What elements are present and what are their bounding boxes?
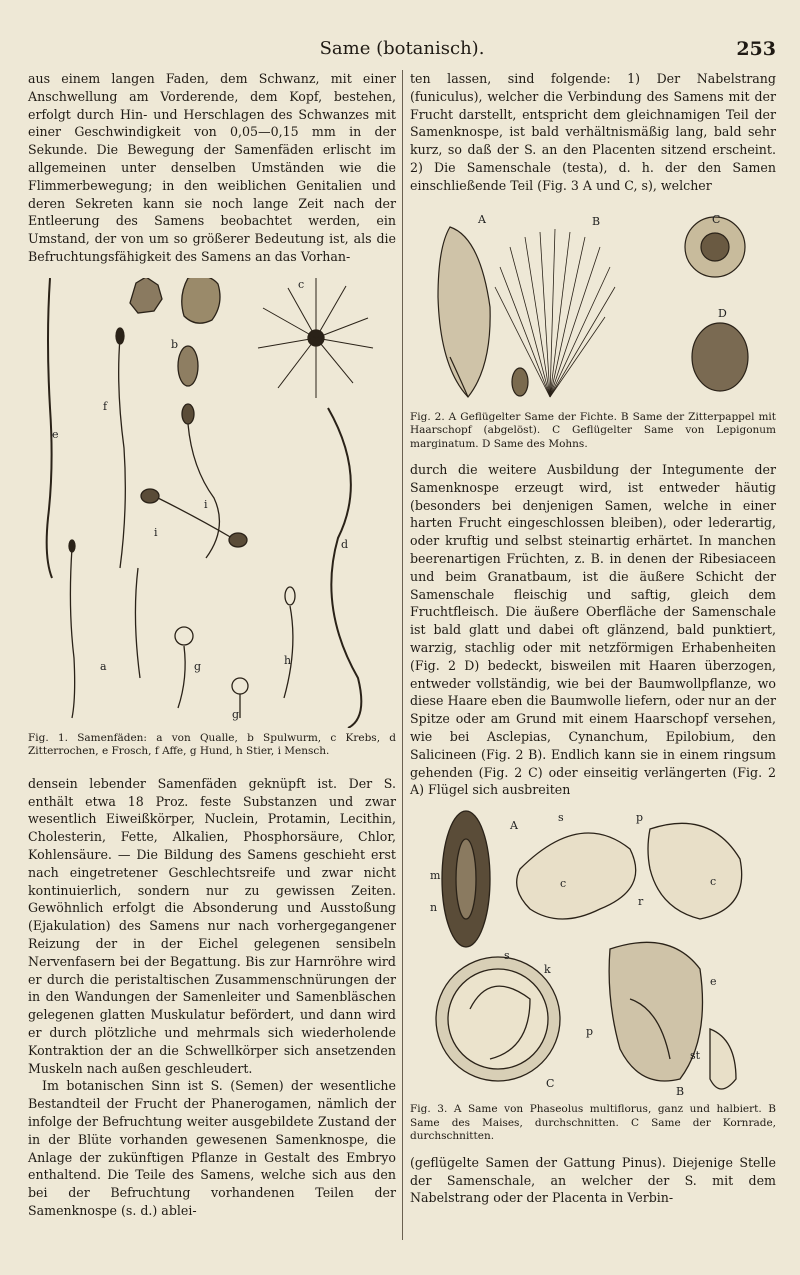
svg-text:s: s bbox=[558, 811, 564, 825]
svg-text:b: b bbox=[171, 337, 179, 351]
svg-text:B: B bbox=[592, 214, 601, 228]
page-header bbox=[28, 38, 776, 66]
svg-text:a: a bbox=[100, 659, 107, 673]
left-paragraph-3: Im botanischen Sinn ist S. (Semen) der wesentliche Bestandteil der Frucht der Phanerogamen, nämlich der infolge der Befruchtung weiter ausgebildete Zustand der in der Blüte vorhanden gewesenen Samenknospe, die Anlage der zukünftigen Pflanze in Gestalt des Embryo enthaltend. Die Teile des Samens, welche sich aus den bei der Befruchtung vorhandenen Teilen der Samenknospe (s. d.) ablei- bbox=[28, 1078, 396, 1218]
figure-1 bbox=[28, 278, 396, 759]
left-paragraph-1: aus einem langen Faden, dem Schwanz, mit einer Anschwellung am Vorderende, dem Kopf, bestehen, erfolgt durch Hin- und Herschlagen des Schwanzes mit einer Geschwindigkeit von 0,05—0,15 mm in der Sekunde. Die Bewegung der Samenfäden erlischt im allgemeinen unter denselben Umständen wie die Flimmerbewegung; in den weiblichen Genitalien und deren Sekreten kann sie noch lange Zeit nach der Entleerung des Samens beobachtet werden, ein Umstand, der von um so größerer Bedeutung ist, als die Befruchtungsfähigkeit des Samens an das Vorhan- bbox=[28, 71, 396, 264]
svg-text:n: n bbox=[430, 901, 438, 915]
svg-text:e: e bbox=[710, 975, 717, 989]
svg-text:e: e bbox=[52, 427, 59, 441]
figure-2-illustration bbox=[410, 207, 776, 407]
svg-text:A: A bbox=[478, 212, 486, 226]
left-paragraph-2: densein lebender Samenfäden geknüpft ist. Der S. enthält etwa 18 Proz. feste Substanzen und zwar wesentlich Eiweißkörper, Nuclein, Protamin, Lecithin, Cholesterin, Fette, Alkalien, Phosphorsäure, Chlor, Kohlensäure. — Die Bildung des Samens geschieht erst nach eingetretener Geschlechtsreife und zwar nicht kontinuierlich, sondern nur zu gewissen Zeiten. Gewöhnlich erfolgt die Absonderung und Ausstoßung (Ejakulation) des Samens nur nach vorhergegangener Reizung der in der Eichel gelegenen sensibeln Nervenfasern bei der Begattung. Bis zur Harnröhre wird er durch die peristaltischen Zusammenschnürungen der in den Wandungen der Samenleiter und Samenbläschen gelegenen glatten Muskulatur befördert, und dann wird er durch plötzliche und mehrmals sich wiederholende Kontraktion der an die Schwellkörper sich ansetzenden Muskeln nach außen geschleudert. bbox=[28, 775, 396, 1076]
column-divider bbox=[402, 70, 403, 1240]
svg-text:A: A bbox=[510, 819, 518, 833]
svg-text:C: C bbox=[712, 212, 721, 226]
left-column bbox=[28, 70, 396, 1220]
right-paragraph-2: durch die weitere Ausbildung der Integumente der Samenknospe erzeugt wird, ist entweder häutig (besonders bei denjenigen Samen, welche in einer harten Frucht eingeschlossen bleiben), oder lederartig, oder kruftig und selbst steinartig erhärtet. In manchen beerenartigen Früchten, z. B. in denen der Ribesiaceen und beim Granatbaum, ist die äußere Schicht der Samenschale fleischig und saftig, gleich dem Fruchtfleisch. Die äußere Oberfläche der Samenschale ist bald glatt und dabei oft glänzend, bald punktiert, warzig, stachlig oder mit netzförmigen Erhabenheiten (Fig. 2 D) bedeckt, bisweilen mit Haaren überzogen, entweder vollständig, wie bei der Baumwollpflanze, wo diese Haare eben die Baumwolle liefern, oder nur an der Spitze oder am Grund mit einem Haarschopf versehen, wie bei Asclepias, Cynanchum, Epilobium, den Salicineen (Fig. 2 B). Endlich kann sie in einem ringsum gehenden (Fig. 2 C) oder einseitig verlängerten (Fig. 2 A) Flügel sich ausbreiten bbox=[410, 462, 776, 798]
page-number: 253 bbox=[736, 38, 776, 60]
svg-text:p: p bbox=[636, 811, 644, 825]
right-column bbox=[410, 70, 776, 1207]
svg-text:r: r bbox=[638, 895, 644, 909]
right-paragraph-1: ten lassen, sind folgende: 1) Der Nabelstrang (funiculus), welcher die Verbindung des Samens mit der Frucht darstellt, entspricht dem gleichnamigen Teil der Samenknospe, ist bald verhältnismäßig lang, bald sehr kurz, so daß der S. an den Placenten sitzend erscheint. 2) Die Samenschale (testa), d. h. der den Samen einschließende Teil (Fig. 3 A und C, s), welcher bbox=[410, 71, 776, 193]
svg-text:h: h bbox=[284, 653, 292, 667]
svg-text:i: i bbox=[204, 497, 208, 511]
svg-text:c: c bbox=[560, 877, 567, 891]
svg-text:st: st bbox=[690, 1049, 701, 1063]
figure-1-caption: Fig. 1. Samenfäden: a von Qualle, b Spulwurm, c Krebs, d Zitterrochen, e Frosch, f Affe, g Hund, h Stier, i Mensch. bbox=[28, 731, 396, 758]
figure-3-illustration bbox=[410, 809, 776, 1099]
figure-2-caption: Fig. 2. A Geflügelter Same der Fichte. B Same der Zitterpappel mit Haarschopf (abgelöst). C Geflügelter Same von Lepigonum marginatum. D Same des Mohns. bbox=[410, 410, 776, 450]
svg-text:d: d bbox=[341, 537, 349, 551]
figure-3-caption: Fig. 3. A Same von Phaseolus multiflorus, ganz und halbiert. B Same des Maises, durchschnitten. C Same der Kornrade, durchschnitten. bbox=[410, 1103, 776, 1143]
running-title: Same (botanisch). bbox=[319, 38, 485, 59]
svg-text:g: g bbox=[194, 659, 202, 673]
svg-text:B: B bbox=[676, 1085, 685, 1099]
svg-text:c: c bbox=[298, 277, 305, 291]
svg-text:k: k bbox=[544, 963, 551, 977]
svg-text:s: s bbox=[504, 949, 510, 963]
svg-text:i: i bbox=[154, 525, 158, 539]
figure-2 bbox=[410, 207, 776, 452]
svg-text:D: D bbox=[718, 306, 727, 320]
svg-text:c: c bbox=[710, 875, 717, 889]
svg-text:f: f bbox=[103, 399, 108, 413]
figure-3 bbox=[410, 809, 776, 1144]
right-paragraph-3: (geflügelte Samen der Gattung Pinus). Diejenige Stelle der Samenschale, an welcher der S. mit dem Nabelstrang oder der Placenta in Verbin- bbox=[410, 1154, 776, 1206]
svg-text:p: p bbox=[586, 1025, 594, 1039]
svg-text:g: g bbox=[232, 707, 240, 721]
svg-text:C: C bbox=[546, 1077, 555, 1091]
svg-text:m: m bbox=[430, 869, 441, 883]
figure-1-illustration bbox=[28, 278, 396, 728]
